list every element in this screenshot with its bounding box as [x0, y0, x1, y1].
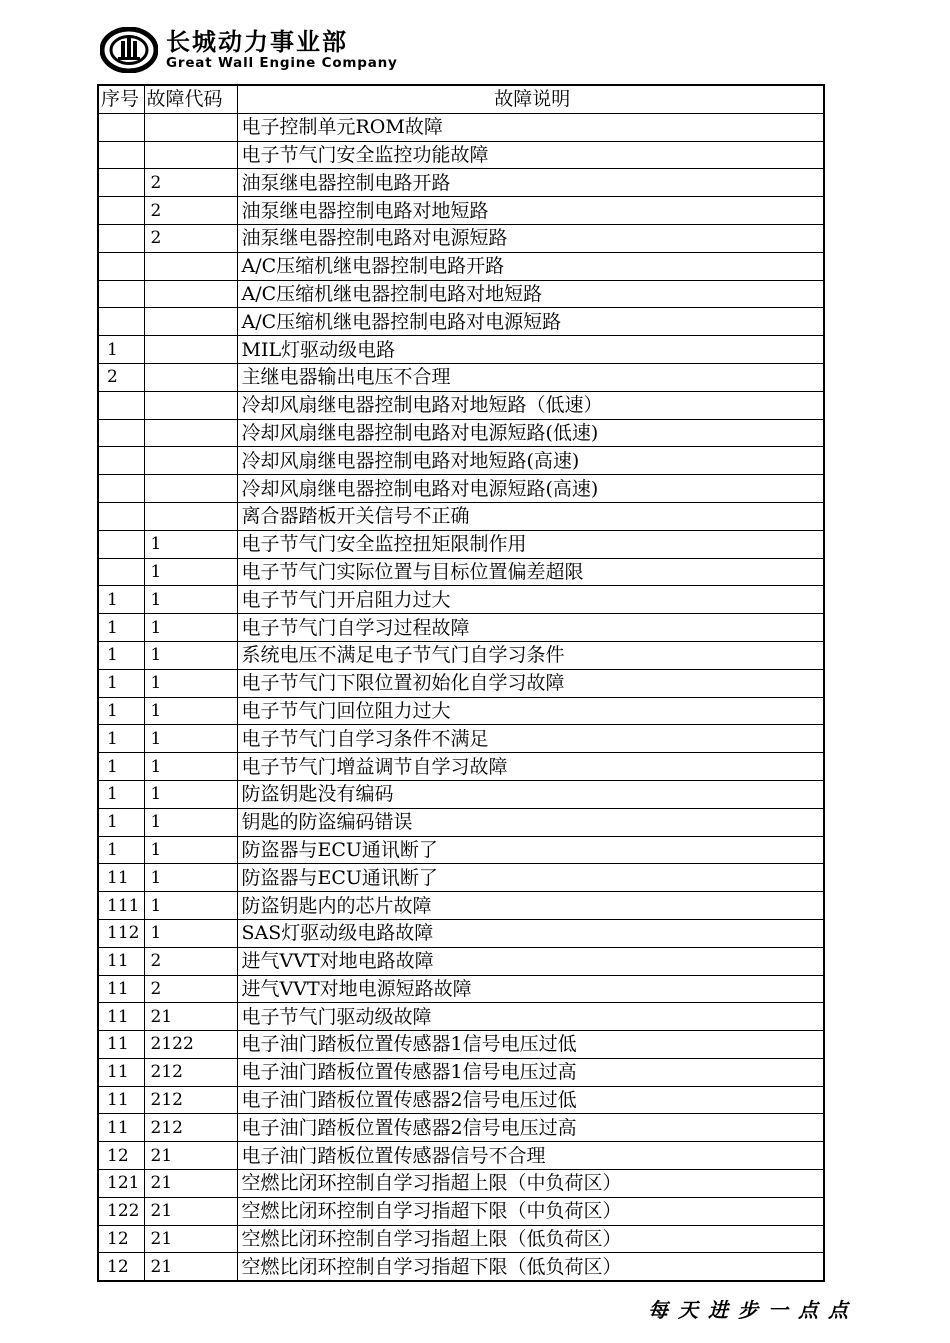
table-row	[98, 1253, 824, 1281]
seq-cell: 121	[98, 1170, 144, 1198]
code-cell	[144, 391, 237, 419]
seq-cell: 1	[98, 336, 144, 364]
description-cell: 电子节气门下限位置初始化自学习故障	[237, 669, 824, 697]
seq-cell: 112	[98, 919, 144, 947]
code-cell: 1	[144, 780, 237, 808]
code-cell	[144, 308, 237, 336]
code-cell	[144, 252, 237, 280]
description-cell: 空燃比闭环控制自学习指超上限（低负荷区）	[237, 1225, 824, 1253]
table-row	[98, 919, 824, 947]
code-cell: 1	[144, 697, 237, 725]
table-row	[98, 1197, 824, 1225]
description-cell: 冷却风扇继电器控制电路对电源短路(低速)	[237, 419, 824, 447]
code-cell: 212	[144, 1114, 237, 1142]
table-row	[98, 586, 824, 614]
seq-cell	[98, 530, 144, 558]
description-cell: 离合器踏板开关信号不正确	[237, 502, 824, 530]
code-cell	[144, 336, 237, 364]
table-row	[98, 169, 824, 197]
seq-cell: 2	[98, 363, 144, 391]
table-row	[98, 864, 824, 892]
description-cell: A/C压缩机继电器控制电路开路	[237, 252, 824, 280]
seq-cell	[98, 224, 144, 252]
code-cell: 2	[144, 975, 237, 1003]
description-cell: 电子油门踏板位置传感器1信号电压过低	[237, 1031, 824, 1059]
table-row	[98, 141, 824, 169]
code-cell: 1	[144, 892, 237, 920]
code-cell: 1	[144, 864, 237, 892]
table-row	[98, 224, 824, 252]
company-name-cn: 长城动力事业部	[166, 28, 348, 56]
description-cell: 油泵继电器控制电路对电源短路	[237, 224, 824, 252]
description-cell: 钥匙的防盗编码错误	[237, 808, 824, 836]
table-row	[98, 947, 824, 975]
seq-cell	[98, 502, 144, 530]
table-row	[98, 502, 824, 530]
seq-cell: 1	[98, 697, 144, 725]
code-cell: 1	[144, 725, 237, 753]
table-row	[98, 475, 824, 503]
table-row	[98, 669, 824, 697]
table-row	[98, 113, 824, 141]
code-cell: 1	[144, 614, 237, 642]
description-cell: 电子节气门安全监控扭矩限制作用	[237, 530, 824, 558]
description-cell: 空燃比闭环控制自学习指超上限（中负荷区）	[237, 1170, 824, 1198]
table-row	[98, 1003, 824, 1031]
code-cell	[144, 475, 237, 503]
table-row	[98, 1058, 824, 1086]
description-cell: A/C压缩机继电器控制电路对电源短路	[237, 308, 824, 336]
table-row	[98, 641, 824, 669]
table-row	[98, 808, 824, 836]
seq-cell: 11	[98, 1003, 144, 1031]
column-header-code: 故障代码	[144, 85, 237, 113]
code-cell: 21	[144, 1225, 237, 1253]
code-cell	[144, 447, 237, 475]
table-row	[98, 530, 824, 558]
table-row	[98, 892, 824, 920]
table-row	[98, 363, 824, 391]
footer-motto: 每天进步一点点	[648, 1298, 858, 1322]
code-cell: 2	[144, 197, 237, 225]
code-cell: 2	[144, 224, 237, 252]
seq-cell	[98, 475, 144, 503]
description-cell: 进气VVT对地电路故障	[237, 947, 824, 975]
seq-cell	[98, 419, 144, 447]
column-header-desc: 故障说明	[237, 85, 824, 113]
seq-cell	[98, 169, 144, 197]
table-row	[98, 780, 824, 808]
seq-cell: 11	[98, 975, 144, 1003]
description-cell: 油泵继电器控制电路对地短路	[237, 197, 824, 225]
table-row	[98, 1225, 824, 1253]
code-cell: 2122	[144, 1031, 237, 1059]
code-cell	[144, 363, 237, 391]
description-cell: MIL灯驱动级电路	[237, 336, 824, 364]
seq-cell: 11	[98, 1086, 144, 1114]
description-cell: 电子油门踏板位置传感器2信号电压过低	[237, 1086, 824, 1114]
table-row	[98, 1031, 824, 1059]
table-row	[98, 252, 824, 280]
description-cell: 进气VVT对地电源短路故障	[237, 975, 824, 1003]
description-cell: 防盗钥匙没有编码	[237, 780, 824, 808]
seq-cell: 12	[98, 1225, 144, 1253]
seq-cell: 11	[98, 1031, 144, 1059]
seq-cell	[98, 558, 144, 586]
code-cell: 21	[144, 1142, 237, 1170]
seq-cell: 11	[98, 1058, 144, 1086]
description-cell: 冷却风扇继电器控制电路对地短路（低速）	[237, 391, 824, 419]
seq-cell: 122	[98, 1197, 144, 1225]
code-cell: 1	[144, 530, 237, 558]
code-cell: 1	[144, 641, 237, 669]
seq-cell: 1	[98, 753, 144, 781]
seq-cell: 11	[98, 864, 144, 892]
code-cell: 212	[144, 1086, 237, 1114]
company-name-en: Great Wall Engine Company	[166, 55, 398, 71]
table-row	[98, 697, 824, 725]
table-row	[98, 280, 824, 308]
description-cell: 油泵继电器控制电路开路	[237, 169, 824, 197]
seq-cell: 1	[98, 641, 144, 669]
seq-cell	[98, 113, 144, 141]
table-row	[98, 447, 824, 475]
seq-cell: 1	[98, 836, 144, 864]
code-cell	[144, 502, 237, 530]
great-wall-logo-icon	[100, 27, 158, 73]
description-cell: 电子节气门回位阻力过大	[237, 697, 824, 725]
seq-cell	[98, 141, 144, 169]
description-cell: A/C压缩机继电器控制电路对地短路	[237, 280, 824, 308]
seq-cell: 1	[98, 614, 144, 642]
fault-code-table	[97, 84, 825, 1282]
table-row	[98, 1114, 824, 1142]
table-row	[98, 419, 824, 447]
description-cell: 主继电器输出电压不合理	[237, 363, 824, 391]
table-row	[98, 336, 824, 364]
description-cell: 电子节气门增益调节自学习故障	[237, 753, 824, 781]
table-row	[98, 836, 824, 864]
code-cell: 1	[144, 808, 237, 836]
description-cell: 电子节气门安全监控功能故障	[237, 141, 824, 169]
description-cell: 电子节气门自学习过程故障	[237, 614, 824, 642]
seq-cell: 1	[98, 586, 144, 614]
code-cell: 21	[144, 1197, 237, 1225]
table-row	[98, 975, 824, 1003]
code-cell: 21	[144, 1253, 237, 1281]
table-row	[98, 1086, 824, 1114]
code-cell	[144, 141, 237, 169]
seq-cell	[98, 280, 144, 308]
code-cell: 1	[144, 753, 237, 781]
table-row	[98, 725, 824, 753]
code-cell: 1	[144, 558, 237, 586]
code-cell	[144, 419, 237, 447]
seq-cell: 1	[98, 808, 144, 836]
table-row	[98, 1170, 824, 1198]
description-cell: 电子节气门开启阻力过大	[237, 586, 824, 614]
code-cell	[144, 280, 237, 308]
code-cell: 1	[144, 669, 237, 697]
description-cell: 电子节气门驱动级故障	[237, 1003, 824, 1031]
table-row	[98, 391, 824, 419]
code-cell: 212	[144, 1058, 237, 1086]
seq-cell	[98, 308, 144, 336]
seq-cell: 1	[98, 725, 144, 753]
seq-cell: 12	[98, 1142, 144, 1170]
seq-cell: 1	[98, 669, 144, 697]
description-cell: 冷却风扇继电器控制电路对电源短路(高速)	[237, 475, 824, 503]
description-cell: 空燃比闭环控制自学习指超下限（低负荷区）	[237, 1253, 824, 1281]
description-cell: 电子油门踏板位置传感器信号不合理	[237, 1142, 824, 1170]
code-cell: 1	[144, 919, 237, 947]
description-cell: 防盗器与ECU通讯断了	[237, 836, 824, 864]
seq-cell: 1	[98, 780, 144, 808]
seq-cell	[98, 391, 144, 419]
description-cell: 冷却风扇继电器控制电路对地短路(高速)	[237, 447, 824, 475]
seq-cell	[98, 252, 144, 280]
seq-cell: 111	[98, 892, 144, 920]
seq-cell: 11	[98, 1114, 144, 1142]
table-row	[98, 197, 824, 225]
seq-cell	[98, 447, 144, 475]
description-cell: 防盗钥匙内的芯片故障	[237, 892, 824, 920]
description-cell: 电子节气门实际位置与目标位置偏差超限	[237, 558, 824, 586]
column-header-seq: 序号	[98, 85, 144, 113]
table-header-row	[98, 85, 824, 113]
seq-cell	[98, 197, 144, 225]
table-row	[98, 614, 824, 642]
table-row	[98, 753, 824, 781]
description-cell: 电子控制单元ROM故障	[237, 113, 824, 141]
seq-cell: 11	[98, 947, 144, 975]
company-logo	[100, 26, 398, 74]
description-cell: 电子油门踏板位置传感器1信号电压过高	[237, 1058, 824, 1086]
code-cell: 21	[144, 1170, 237, 1198]
description-cell: 防盗器与ECU通讯断了	[237, 864, 824, 892]
code-cell: 2	[144, 169, 237, 197]
description-cell: 空燃比闭环控制自学习指超下限（中负荷区）	[237, 1197, 824, 1225]
description-cell: 电子节气门自学习条件不满足	[237, 725, 824, 753]
code-cell: 21	[144, 1003, 237, 1031]
table-row	[98, 308, 824, 336]
seq-cell: 12	[98, 1253, 144, 1281]
code-cell: 1	[144, 586, 237, 614]
table-row	[98, 1142, 824, 1170]
code-cell	[144, 113, 237, 141]
description-cell: SAS灯驱动级电路故障	[237, 919, 824, 947]
table-row	[98, 558, 824, 586]
description-cell: 系统电压不满足电子节气门自学习条件	[237, 641, 824, 669]
code-cell: 1	[144, 836, 237, 864]
description-cell: 电子油门踏板位置传感器2信号电压过高	[237, 1114, 824, 1142]
code-cell: 2	[144, 947, 237, 975]
